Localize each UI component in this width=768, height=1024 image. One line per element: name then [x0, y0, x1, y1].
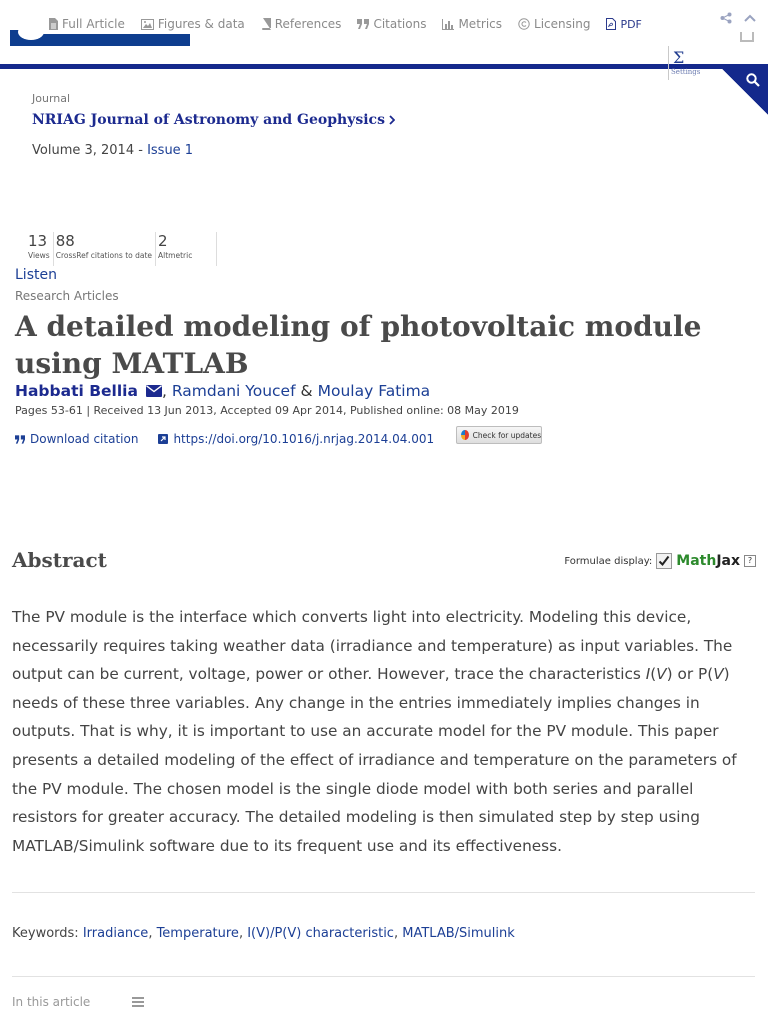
author-separator: ,: [161, 382, 167, 400]
metric-value: 13: [28, 232, 48, 250]
abstract-part: ) needs of these three variables. Any change in the entries immediately implies changes in outputs. That is why, it is important to use an accurate model for the PV module. This paper presents a detailed modeling of the effect of irradiance and temperature on the parameters of the PV module. The chosen model is the single diode model with both series and parallel resistors for greater accuracy. The detailed modeling is then simulated step by step using MATLAB/Simulink software due to its frequent use and its effectiveness.: [12, 665, 737, 855]
metric-value: 2: [158, 232, 168, 250]
metric-value: 88: [55, 232, 75, 250]
envelope-icon[interactable]: [146, 385, 162, 397]
volume-info: [32, 143, 193, 158]
tab-label: Metrics: [458, 17, 503, 31]
bar-chart-icon: [442, 19, 454, 30]
abstract-part: ) or P(: [666, 665, 714, 684]
author-link[interactable]: Moulay Fatima: [317, 382, 431, 400]
author-link[interactable]: Habbati Bellia: [15, 382, 138, 400]
mathjax-jax: Jax: [716, 553, 740, 569]
formulae-toggle[interactable]: [656, 553, 672, 569]
math-v: V: [713, 665, 724, 684]
metric-altmetric[interactable]: [156, 232, 217, 266]
settings-label: Settings: [671, 68, 701, 76]
article-title: A detailed modeling of photovoltaic module using MATLAB: [15, 310, 702, 380]
mathjax-math: Math: [676, 553, 717, 569]
cart-icon[interactable]: [740, 32, 754, 42]
keywords-label: Keywords:: [12, 926, 79, 941]
top-navigation: [0, 0, 768, 66]
external-link-icon: [158, 434, 168, 444]
pdf-icon: [606, 18, 616, 30]
header-divider: [0, 64, 768, 69]
mathjax-help-button[interactable]: ?: [744, 555, 756, 567]
tab-citations[interactable]: [357, 17, 426, 31]
abstract-heading: Abstract: [12, 548, 107, 572]
in-this-article: [12, 995, 144, 1009]
copyright-icon: [518, 18, 530, 30]
keyword-link[interactable]: I(V)/P(V) characteristic: [247, 926, 394, 941]
search-button[interactable]: [722, 69, 768, 115]
tab-references[interactable]: [261, 17, 342, 31]
abstract-text: The PV module is the interface which converts light into electricity. Modeling this device, necessarily requires taking weather data (irradiance and temperature) as input variables. The output can be current, voltage, power or other. However, trace the characteristics I(V) or P(V) needs of these three variables. Any change in the entries immediately implies changes in outputs. That is why, it is important to use an accurate model for the PV module. This paper presents a detailed modeling of the effect of irradiance and temperature on the parameters of the PV module. The chosen model is the single diode model with both series and parallel resistors for greater accuracy. The detailed modeling is then simulated step by step using MATLAB/Simulink software due to its frequent use and its effectiveness.: [12, 608, 737, 855]
article-tabs: [40, 14, 660, 34]
journal-label: Journal: [32, 92, 71, 105]
keyword-link[interactable]: Irradiance: [82, 926, 149, 941]
journal-title-link[interactable]: [32, 112, 395, 128]
listen-button[interactable]: Listen: [15, 267, 57, 283]
divider: [12, 976, 755, 977]
in-this-article-label: In this article: [12, 995, 91, 1009]
check-updates-label: Check for updates: [472, 430, 542, 440]
doi-label: https://doi.org/10.1016/j.nrjag.2014.04.001: [173, 432, 435, 446]
check-for-updates-button[interactable]: [456, 426, 542, 444]
tab-metrics[interactable]: [442, 17, 502, 31]
divider: [12, 892, 755, 893]
tab-label: Licensing: [534, 17, 591, 31]
quote-icon: [357, 19, 369, 29]
chevron-up-icon[interactable]: [744, 13, 756, 23]
keyword-link[interactable]: MATLAB/Simulink: [402, 926, 515, 941]
image-icon: [141, 19, 154, 30]
tab-licensing[interactable]: [518, 17, 590, 31]
book-icon: [261, 18, 271, 30]
citation-row: [15, 430, 542, 448]
metric-views[interactable]: [26, 232, 54, 266]
formulae-label: Formulae display:: [564, 555, 653, 567]
volume-text: Volume 3, 2014 -: [32, 143, 148, 158]
author-list: [15, 382, 430, 400]
metric-label: Altmetric: [158, 251, 193, 260]
download-citation-link[interactable]: [15, 432, 138, 446]
journal-title: NRIAG Journal of Astronomy and Geophysics: [32, 112, 385, 128]
crossmark-icon: [461, 430, 469, 440]
math-v: V: [656, 665, 667, 684]
metric-crossref[interactable]: [54, 232, 156, 266]
issue-link[interactable]: Issue 1: [147, 143, 194, 158]
menu-icon[interactable]: [132, 997, 144, 1007]
doi-link[interactable]: [158, 432, 434, 446]
tab-full-article[interactable]: [48, 17, 125, 31]
share-icon[interactable]: [720, 12, 732, 24]
search-icon: [746, 73, 760, 87]
chevron-right-icon: [389, 115, 395, 125]
file-icon: [48, 18, 58, 30]
tab-label: Full Article: [62, 17, 125, 31]
author-separator: &: [300, 382, 313, 400]
tab-label: Citations: [373, 17, 427, 31]
tab-label: PDF: [620, 17, 642, 31]
tab-label: Figures & data: [157, 17, 245, 31]
sigma-icon: Σ: [673, 48, 685, 67]
top-actions: [720, 12, 756, 24]
settings-button[interactable]: [668, 46, 708, 80]
math-i: I: [645, 665, 651, 684]
mathjax-logo: [676, 553, 740, 569]
section-type: Research Articles: [15, 289, 119, 303]
formulae-display: [564, 553, 756, 569]
tab-figures-data[interactable]: [141, 17, 245, 31]
tab-label: References: [274, 17, 342, 31]
author-link[interactable]: Ramdani Youcef: [171, 382, 296, 400]
keywords: Keywords: Irradiance, Temperature, I(V)/P(V) characteristic, MATLAB/Simulink: [12, 926, 515, 941]
article-metrics: [26, 232, 217, 266]
tab-pdf[interactable]: [606, 18, 641, 31]
checkmark-icon: [658, 555, 670, 567]
metric-label: CrossRef citations to date: [55, 251, 153, 260]
download-citation-label: Download citation: [30, 432, 139, 446]
metric-label: Views: [28, 251, 50, 260]
quote-icon: [15, 435, 25, 444]
publication-meta: Pages 53-61 | Received 13 Jun 2013, Accepted 09 Apr 2014, Published online: 08 May 2019: [15, 404, 519, 417]
abstract-part: The PV module is the interface which converts light into electricity. Modeling this device, necessarily requires taking weather data (irradiance and temperature) as input variables. The output can be current, voltage, power or other. However, trace the characteristics: [12, 608, 733, 684]
keyword-link[interactable]: Temperature: [156, 926, 239, 941]
